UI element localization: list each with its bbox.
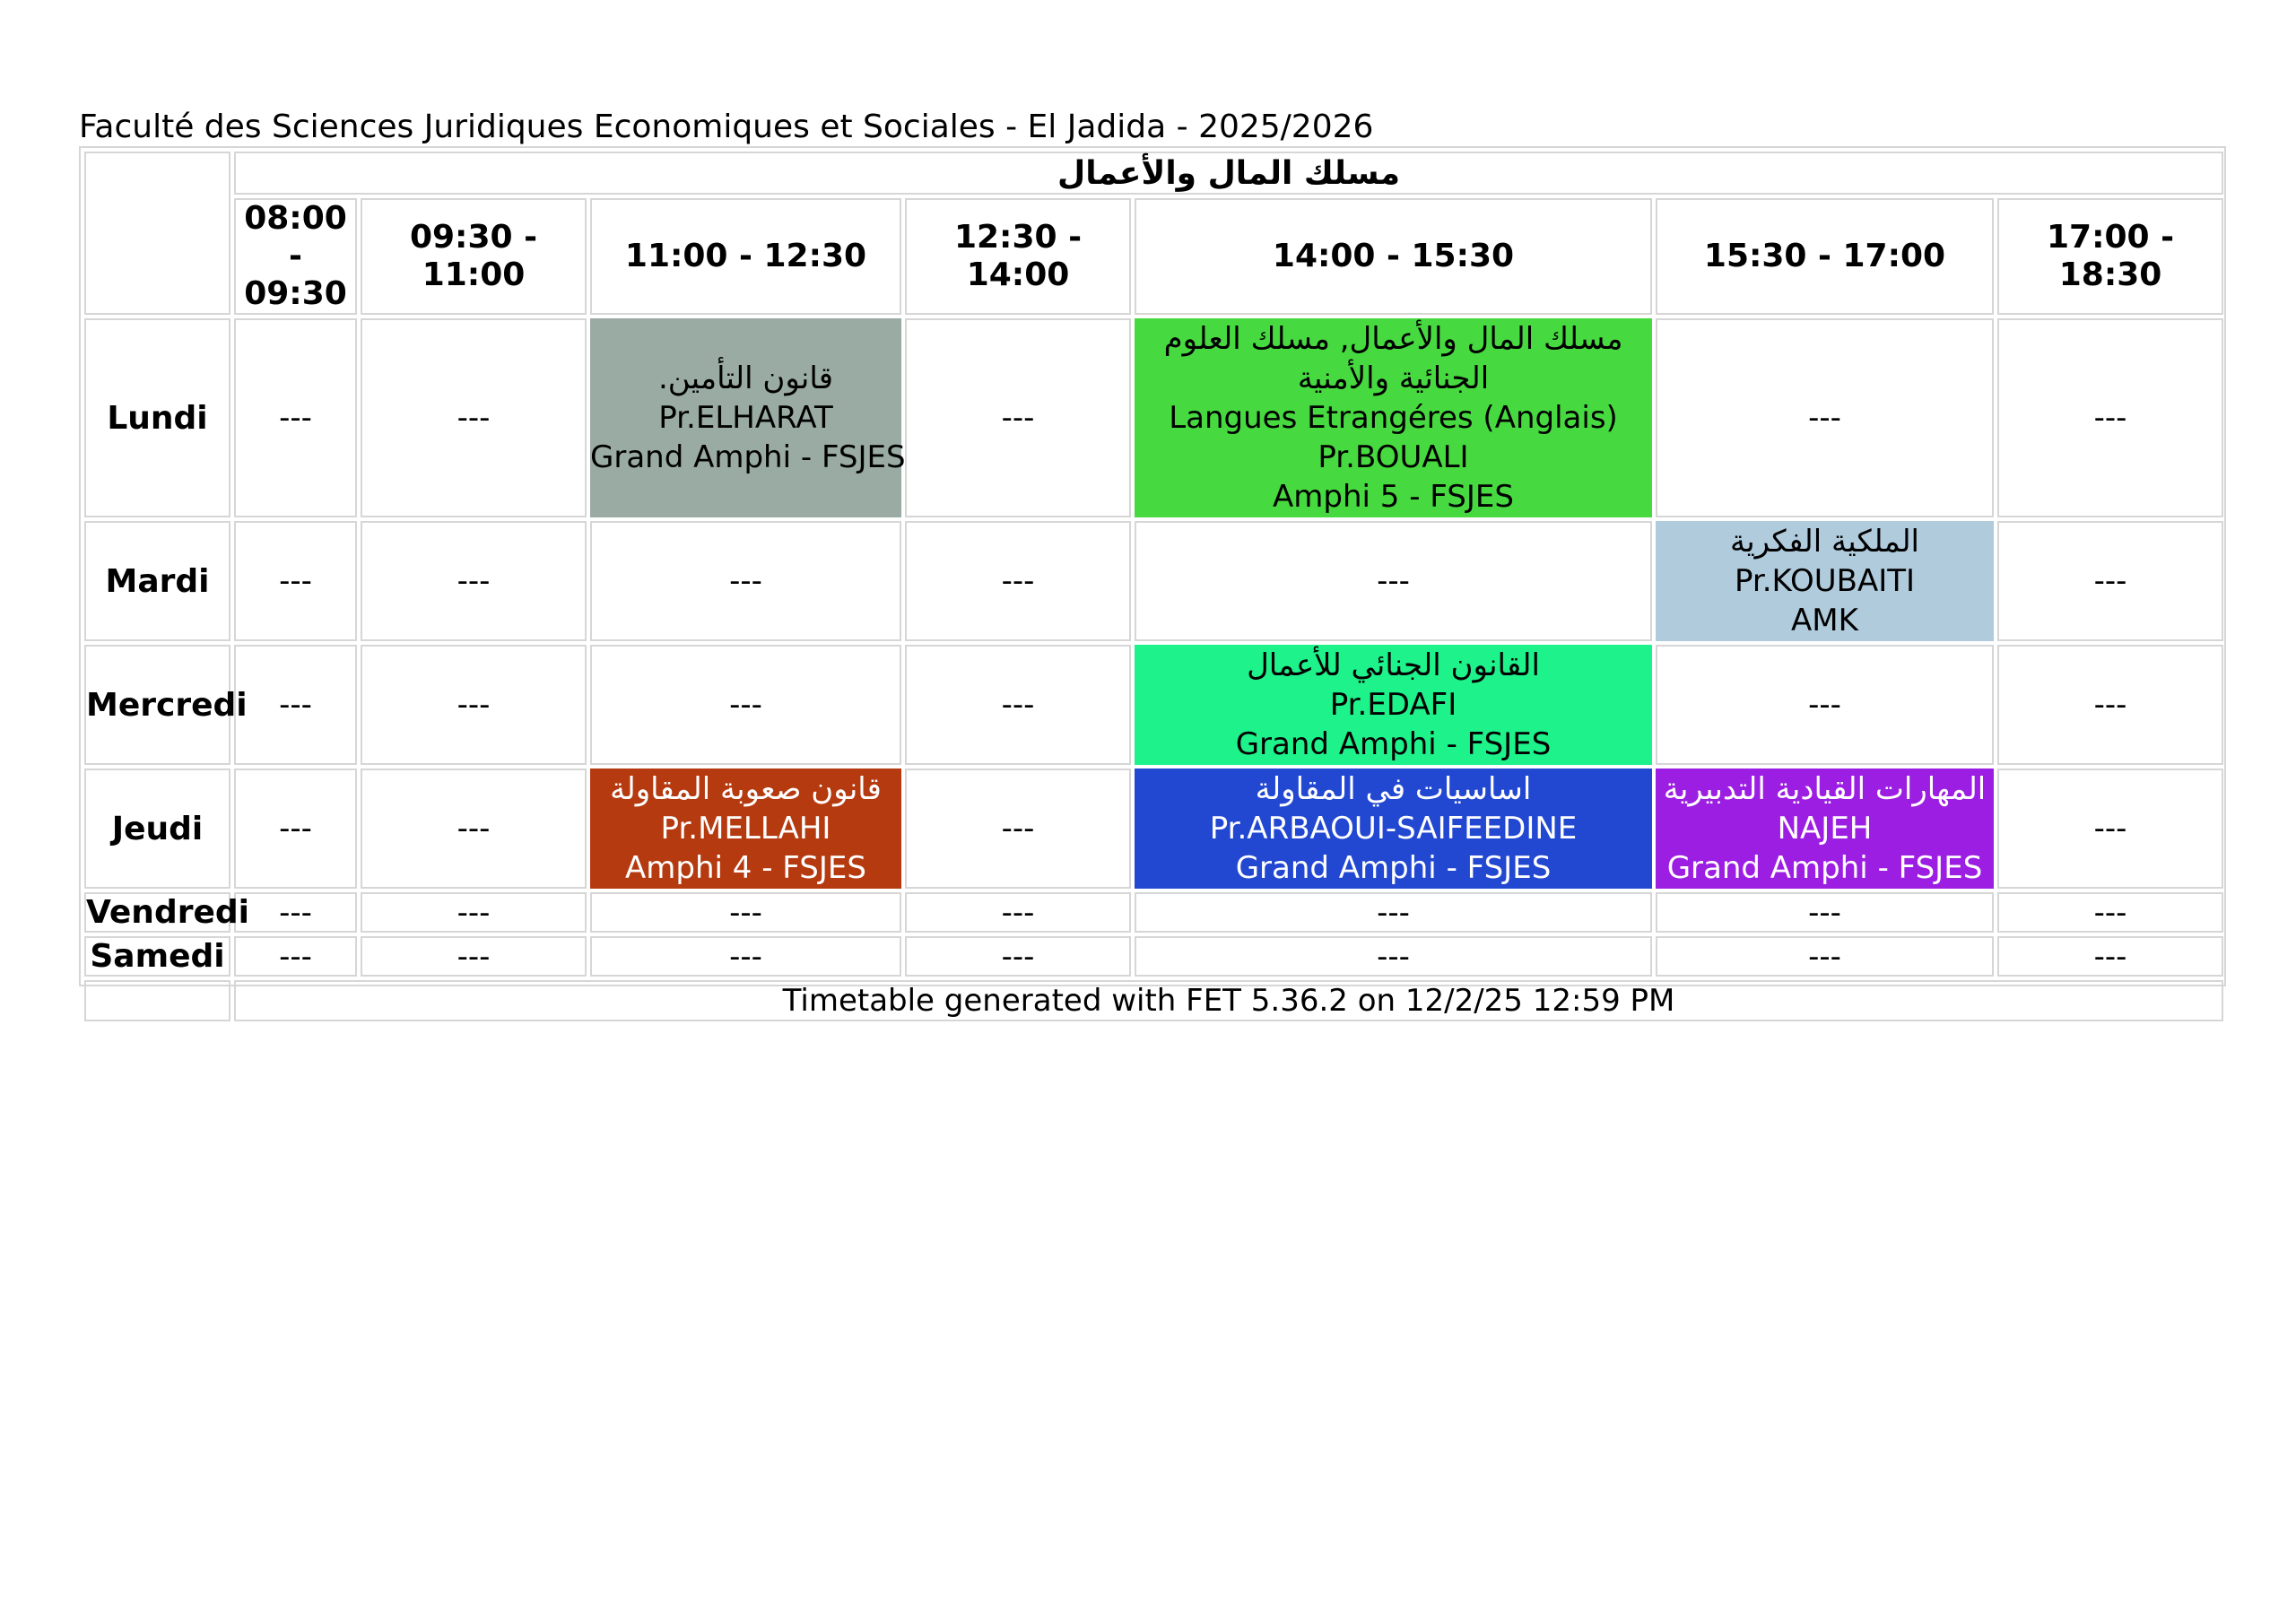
footer-corner-cell xyxy=(84,980,230,1021)
empty-cell: --- xyxy=(905,521,1131,641)
row-mardi xyxy=(84,521,2223,641)
activity-subject: اساسيات في المقاولة xyxy=(1255,771,1532,807)
row-vendredi xyxy=(84,892,2223,933)
empty-cell: --- xyxy=(1997,645,2223,765)
day-jeudi: Jeudi xyxy=(84,769,230,889)
empty-cell: --- xyxy=(1997,318,2223,517)
activity-lundi-1100[interactable] xyxy=(590,318,906,517)
empty-cell: --- xyxy=(1997,936,2223,977)
activity-subject: قانون صعوبة المقاولة xyxy=(610,771,882,807)
empty-cell: --- xyxy=(905,892,1131,933)
activity-teacher: Pr.MELLAHI xyxy=(660,811,831,847)
time-slot-1230: 12:30 - 14:00 xyxy=(905,198,1131,315)
activity-teacher: Pr.KOUBAITI xyxy=(1734,563,1916,599)
activity-room: Grand Amphi - FSJES xyxy=(1235,726,1552,762)
empty-cell: --- xyxy=(361,645,587,765)
time-slot-0800: 08:00 - 09:30 xyxy=(234,198,357,315)
empty-cell: --- xyxy=(234,521,357,641)
activity-mercredi-1400[interactable] xyxy=(1135,645,1652,765)
empty-cell: --- xyxy=(234,936,357,977)
timetable xyxy=(79,146,2226,1019)
row-jeudi xyxy=(84,769,2223,889)
empty-cell: --- xyxy=(1656,892,1994,933)
time-slot-1530: 15:30 - 17:00 xyxy=(1656,198,1994,315)
empty-cell: --- xyxy=(590,645,901,765)
empty-cell: --- xyxy=(1997,892,2223,933)
activity-jeudi-1400[interactable] xyxy=(1135,769,1652,889)
empty-cell: --- xyxy=(234,769,357,889)
activity-subject: المهارات القيادية التدبيرية xyxy=(1663,771,1987,807)
row-samedi xyxy=(84,936,2223,977)
row-mercredi xyxy=(84,645,2223,765)
empty-cell: --- xyxy=(361,936,587,977)
empty-cell: --- xyxy=(1997,521,2223,641)
activity-room: Grand Amphi - FSJES xyxy=(1235,850,1552,886)
activity-room: Amphi 5 - FSJES xyxy=(1273,479,1514,515)
timetable-footer: Timetable generated with FET 5.36.2 on 12/2/25 12:59 PM xyxy=(234,980,2223,1021)
activity-subject: القانون الجنائي للأعمال xyxy=(1247,647,1540,683)
time-slot-1100: 11:00 - 12:30 xyxy=(590,198,901,315)
time-slot-1700: 17:00 - 18:30 xyxy=(1997,198,2223,315)
time-slot-0930: 09:30 - 11:00 xyxy=(361,198,587,315)
day-vendredi: Vendredi xyxy=(86,894,249,931)
empty-cell: --- xyxy=(1997,769,2223,889)
day-mercredi: Mercredi xyxy=(84,645,230,765)
empty-cell: --- xyxy=(590,521,901,641)
row-lundi xyxy=(84,318,2223,517)
empty-cell: --- xyxy=(1656,318,1994,517)
activity-jeudi-1530[interactable] xyxy=(1656,769,1994,889)
activity-teacher: Pr.ELHARAT xyxy=(658,400,833,436)
empty-cell: --- xyxy=(1656,645,1994,765)
day-mardi: Mardi xyxy=(84,521,230,641)
empty-cell: --- xyxy=(905,936,1131,977)
activity-groups: مسلك المال والأعمال, مسلك العلوم الجنائية والأمنية xyxy=(1163,321,1623,396)
empty-cell: --- xyxy=(1135,521,1652,641)
activity-lundi-1400[interactable] xyxy=(1135,318,1652,517)
activity-room: Grand Amphi - FSJES xyxy=(590,439,906,475)
empty-cell: --- xyxy=(361,769,587,889)
empty-cell: --- xyxy=(905,645,1131,765)
activity-room: Amphi 4 - FSJES xyxy=(625,850,866,886)
empty-cell: --- xyxy=(590,892,901,933)
activity-jeudi-1100[interactable] xyxy=(590,769,901,889)
activity-teacher: Pr.ARBAOUI-SAIFEEDINE xyxy=(1209,811,1578,847)
activity-subject: Langues Etrangéres (Anglais) xyxy=(1169,400,1618,436)
empty-cell: --- xyxy=(1135,892,1652,933)
time-slot-1400: 14:00 - 15:30 xyxy=(1135,198,1652,315)
empty-cell: --- xyxy=(361,892,587,933)
activity-teacher: NAJEH xyxy=(1777,811,1873,847)
activity-room: Grand Amphi - FSJES xyxy=(1666,850,1983,886)
empty-cell: --- xyxy=(234,318,357,517)
empty-cell: --- xyxy=(361,521,587,641)
activity-teacher: Pr.BOUALI xyxy=(1318,439,1469,475)
day-lundi: Lundi xyxy=(84,318,230,517)
activity-teacher: Pr.EDAFI xyxy=(1329,687,1457,723)
activity-room: AMK xyxy=(1791,603,1858,638)
activity-subject: الملكية الفكرية xyxy=(1729,524,1920,560)
empty-cell: --- xyxy=(1135,936,1652,977)
group-title: مسلك المال والأعمال xyxy=(234,152,2223,195)
empty-cell: --- xyxy=(1656,936,1994,977)
activity-mardi-1530[interactable] xyxy=(1656,521,1994,641)
activity-subject: قانون التأمين. xyxy=(657,360,833,396)
day-samedi: Samedi xyxy=(84,936,230,977)
corner-cell xyxy=(84,152,230,315)
page-caption: Faculté des Sciences Juridiques Economiques et Sociales - El Jadida - 2025/2026 xyxy=(79,109,1374,145)
empty-cell: --- xyxy=(905,769,1131,889)
empty-cell: --- xyxy=(905,318,1131,517)
empty-cell: --- xyxy=(234,645,357,765)
empty-cell: --- xyxy=(590,936,901,977)
empty-cell: --- xyxy=(234,892,357,933)
empty-cell: --- xyxy=(361,318,587,517)
